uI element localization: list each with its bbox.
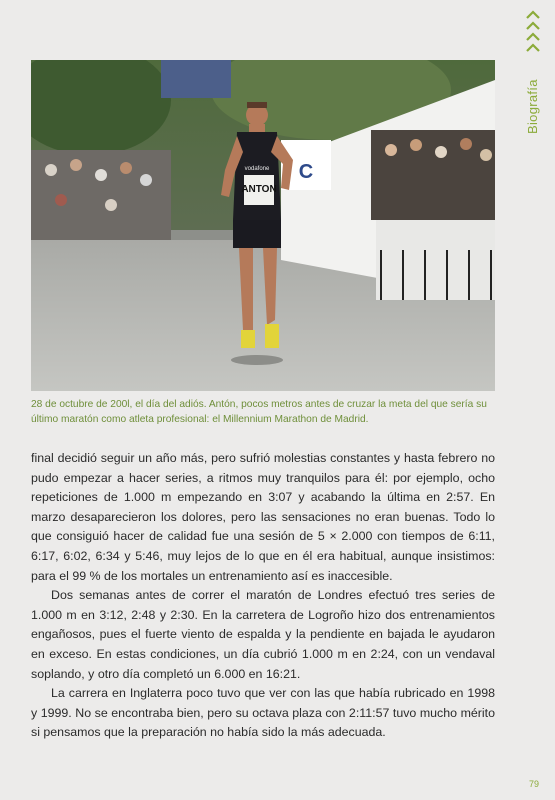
sponsor-text: vodafone: [244, 166, 270, 172]
chevron-up-icon: [525, 10, 541, 20]
chevron-up-icon: [525, 21, 541, 31]
photo-caption: 28 de octubre de 200l, el día del adiós. Antón, pocos metros antes de cruzar la meta del que sería su último maratón como atleta profesional: el Millennium Marathon de Madrid.: [31, 399, 487, 425]
paragraph: Dos semanas antes de correr el maratón de Londres efectuó tres series de 1.000 m en 3:12, 2:48 y 2:30. En la carretera de Logroño hizo dos entrenamientos engañosos, pues el fuerte viento de espalda y la pendiente en bajada le ayudaron en exceso. En estas condiciones, un día cubrió 1.000 m en 2:24, con un vendaval soplando, y otro día completó un 6.000 en 16:21.: [31, 588, 495, 681]
marathon-runner-photo: [31, 60, 495, 391]
section-label: Biografía: [525, 79, 540, 134]
paragraph: final decidió seguir un año más, pero sufrió molestias constantes y hasta febrero no pudo empezar a hacer series, a ritmos muy tranquilos para él: por ejemplo, ocho repeticiones de 1.000 m empezando en 3:07 y acabando la última en 2:57. En marzo desaparecieron los dolores, pero las sensaciones no eran buenas. Todo lo que consiguió hacer de calidad fue una sesión de 5 × 2.000 con tiempos de 6:11, 6:17, 6:02, 6:34 y 5:46, muy lejos de lo que en él era habitual, aunque insistimos: para el 99 % de los mortales un entrenamiento así es inaccesible.: [31, 451, 495, 583]
section-tab: [523, 10, 543, 134]
paragraph: La carrera en Inglaterra poco tuvo que ver con las que había rubricado en 1998 y 1999. No se encontraba bien, pero su octava plaza con 2:11:57 tuvo mucho mérito si pensamos que la preparación no había sido la más adecuada.: [31, 686, 495, 740]
chevron-up-icon: [525, 43, 541, 53]
chevron-up-icon: [525, 32, 541, 42]
body-text: [31, 449, 495, 743]
bib-number-text: ANTON: [241, 184, 277, 195]
banner-letter: C: [298, 161, 314, 183]
page-number: 79: [528, 779, 539, 789]
